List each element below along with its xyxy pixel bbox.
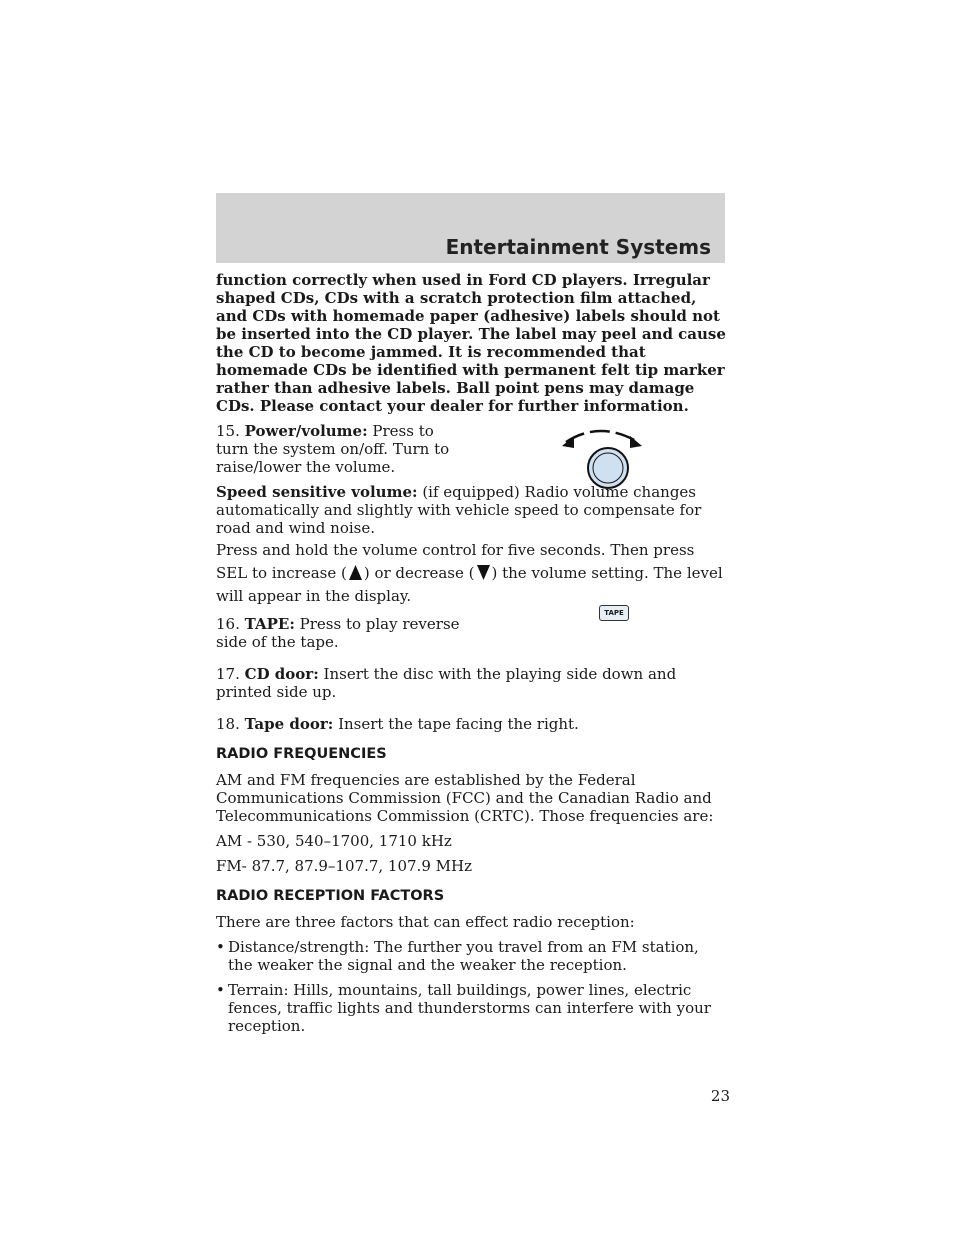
fm-frequencies: FM- 87.7, 87.9–107.7, 107.9 MHz bbox=[216, 857, 472, 875]
item-16: 16. TAPE: Press to play reverse side of the tape. bbox=[216, 615, 460, 651]
am-frequencies: AM - 530, 540–1700, 1710 kHz bbox=[216, 832, 452, 850]
header-band bbox=[216, 193, 725, 263]
section-title: Entertainment Systems bbox=[445, 235, 711, 259]
tape-button-icon: TAPE bbox=[599, 605, 629, 621]
reception-intro: There are three factors that can effect radio reception: bbox=[216, 913, 635, 931]
item-18: 18. Tape door: Insert the tape facing the right. bbox=[216, 715, 579, 733]
up-triangle-icon bbox=[349, 565, 362, 580]
radio-frequencies-heading: RADIO FREQUENCIES bbox=[216, 746, 387, 762]
reception-factors-heading: RADIO RECEPTION FACTORS bbox=[216, 888, 445, 904]
cd-caution-paragraph: function correctly when used in Ford CD players. Irregular shaped CDs, CDs with a scratch protection film attached, and CDs with homemade paper (adhesive) labels should not be inserted into the CD player. The label may peel and cause the CD to become jammed. It is recommended that homemade CDs be identified with permanent felt tip marker rather than adhesive labels. Ball point pens may damage CDs. Please contact your dealer for further information. bbox=[216, 271, 726, 415]
down-triangle-icon bbox=[477, 565, 490, 580]
page-number: 23 bbox=[710, 1087, 730, 1105]
list-item: • Distance/strength: The further you travel from an FM station, the weaker the signal and the weaker the reception. bbox=[216, 938, 699, 974]
speed-sensitive-instructions: Press and hold the volume control for five seconds. Then press SEL to increase ( ) or decrease ( ) the volume setting. The level will appear in the display. bbox=[216, 541, 723, 605]
item-17: 17. CD door: Insert the disc with the playing side down and printed side up. bbox=[216, 665, 677, 701]
radio-frequencies-paragraph: AM and FM frequencies are established by the Federal Communications Commission (FCC) and the Canadian Radio and Telecommunications Commission (CRTC). Those frequencies are: bbox=[216, 771, 714, 825]
list-item: • Terrain: Hills, mountains, tall buildings, power lines, electric fences, traffic lights and thunderstorms can interfere with your reception. bbox=[216, 981, 711, 1035]
item-15: 15. Power/volume: Press to turn the system on/off. Turn to raise/lower the volume. bbox=[216, 422, 450, 476]
page-content bbox=[216, 271, 728, 1042]
speed-sensitive-volume: Speed sensitive volume: (if equipped) Radio volume changes automatically and slightly with vehicle speed to compensate for road and wind noise. bbox=[216, 483, 702, 537]
